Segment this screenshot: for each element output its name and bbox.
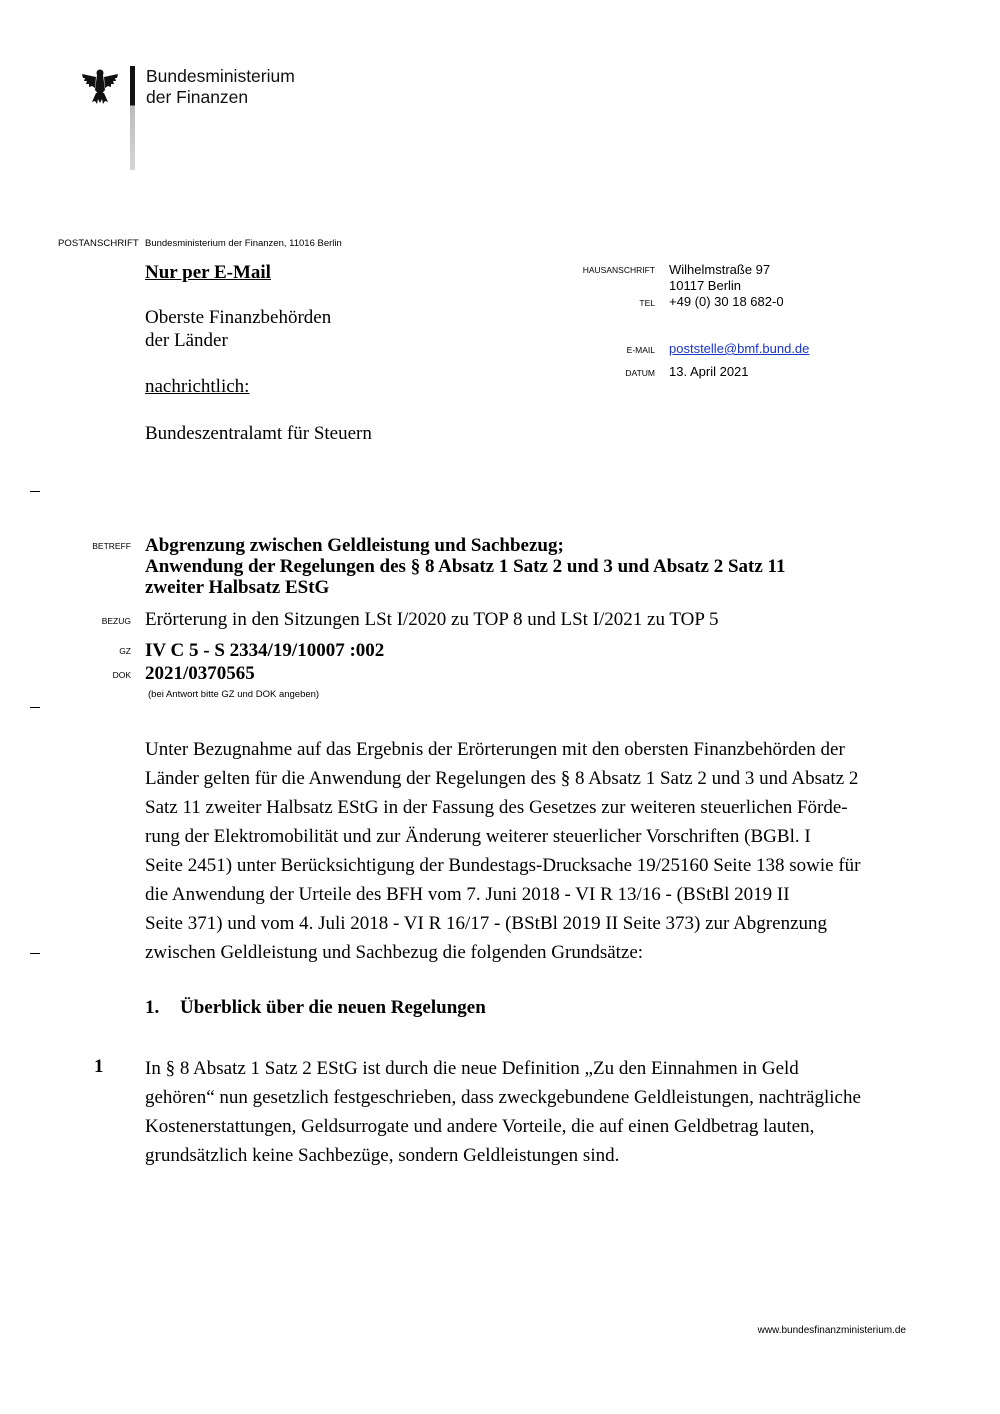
reply-hint: (bei Antwort bitte GZ und DOK angeben) — [148, 689, 320, 700]
subject-line-2: Anwendung der Regelungen des § 8 Absatz 1 Satz 2 und 3 und Absatz 2 Satz 11 — [145, 556, 786, 577]
intro-line: Länder gelten für die Anwendung der Regelungen des § 8 Absatz 1 Satz 2 und 3 und Absatz 2 — [145, 768, 859, 789]
recipient-line-1: Oberste Finanzbehörden — [145, 307, 332, 328]
fold-mark — [30, 707, 40, 708]
paragraph-line: In § 8 Absatz 1 Satz 2 EStG ist durch die neue Definition „Zu den Einnahmen in Geld — [145, 1058, 799, 1079]
cc-recipient: Bundeszentralamt für Steuern — [145, 423, 372, 444]
recipient-line-2: der Länder — [145, 330, 228, 351]
logo-divider-bar — [130, 66, 135, 170]
subject — [145, 535, 845, 598]
email-label: E-MAIL — [626, 345, 655, 355]
datum-label: DATUM — [625, 368, 655, 378]
sender-email-link[interactable]: poststelle@bmf.bund.de — [669, 341, 810, 356]
intro-line: die Anwendung der Urteile des BFH vom 7. Juni 2018 - VI R 13/16 - (BStBl 2019 II — [145, 884, 790, 905]
paragraph-line: gehören“ nun gesetzlich festgeschrieben, dass zweckgebundene Geldleistungen, nachträgliche — [145, 1087, 861, 1108]
tel-label: TEL — [639, 298, 655, 308]
postanschrift-value: Bundesministerium der Finanzen, 11016 Berlin — [145, 238, 342, 249]
sender-tel: +49 (0) 30 18 682-0 — [669, 294, 784, 309]
footer-website-link[interactable]: www.bundesfinanzministerium.de — [757, 1325, 906, 1336]
paragraph-1 — [145, 1054, 910, 1170]
intro-line: Unter Bezugnahme auf das Ergebnis der Erörterungen mit den obersten Finanzbehörden der — [145, 739, 845, 760]
paragraph-line: Kostenerstattungen, Geldsurrogate und andere Vorteile, die auf einen Geldbetrag lauten, — [145, 1116, 815, 1137]
hausanschrift-label: HAUSANSCHRIFT — [582, 265, 655, 275]
sender-street: Wilhelmstraße 97 — [669, 262, 771, 277]
delivery-mode: Nur per E-Mail — [145, 262, 271, 283]
sender-city: 10117 Berlin — [669, 278, 742, 293]
cc-label: nachrichtlich: — [145, 376, 250, 397]
intro-line: Seite 2451) unter Berücksichtigung der Bundestags-Drucksache 19/25160 Seite 138 sowie für — [145, 855, 861, 876]
intro-line: rung der Elektromobilität und zur Änderung weiterer steuerlicher Vorschriften (BGBl. I — [145, 826, 811, 847]
document-number-dok: 2021/0370565 — [145, 663, 255, 684]
intro-line: Seite 371) und vom 4. Juli 2018 - VI R 16/17 - (BStBl 2019 II Seite 373) zur Abgrenzung — [145, 913, 828, 934]
intro-paragraph — [145, 735, 910, 967]
bezug-label: BEZUG — [101, 616, 131, 626]
dok-label: DOK — [112, 670, 131, 680]
section-title: Überblick über die neuen Regelungen — [180, 997, 486, 1018]
intro-line: Satz 11 zweiter Halbsatz EStG in der Fassung des Gesetzes zur weiteren steuerlichen Förde- — [145, 797, 848, 818]
section-number: 1. — [145, 997, 160, 1018]
file-number-gz: IV C 5 - S 2334/19/10007 :002 — [145, 640, 385, 661]
federal-eagle-icon — [80, 66, 120, 106]
subject-line-1: Abgrenzung zwischen Geldleistung und Sachbezug; — [145, 535, 564, 556]
reference-bezug: Erörterung in den Sitzungen LSt I/2020 zu TOP 8 und LSt I/2021 zu TOP 5 — [145, 609, 719, 630]
gz-label: GZ — [119, 646, 131, 656]
fold-mark — [30, 491, 40, 492]
ministry-logo-text — [146, 66, 295, 108]
paragraph-line: grundsätzlich keine Sachbezüge, sondern Geldleistungen sind. — [145, 1145, 620, 1166]
intro-line: zwischen Geldleistung und Sachbezug die folgenden Grundsätze: — [145, 942, 644, 963]
logo-line-1: Bundesministerium — [146, 66, 295, 86]
paragraph-number: 1 — [94, 1056, 104, 1077]
postanschrift-label: POSTANSCHRIFT — [58, 238, 139, 249]
fold-mark — [30, 953, 40, 954]
document-date: 13. April 2021 — [669, 364, 749, 379]
logo-line-2: der Finanzen — [146, 87, 249, 107]
betreff-label: BETREFF — [92, 541, 131, 551]
subject-line-3: zweiter Halbsatz EStG — [145, 577, 330, 598]
